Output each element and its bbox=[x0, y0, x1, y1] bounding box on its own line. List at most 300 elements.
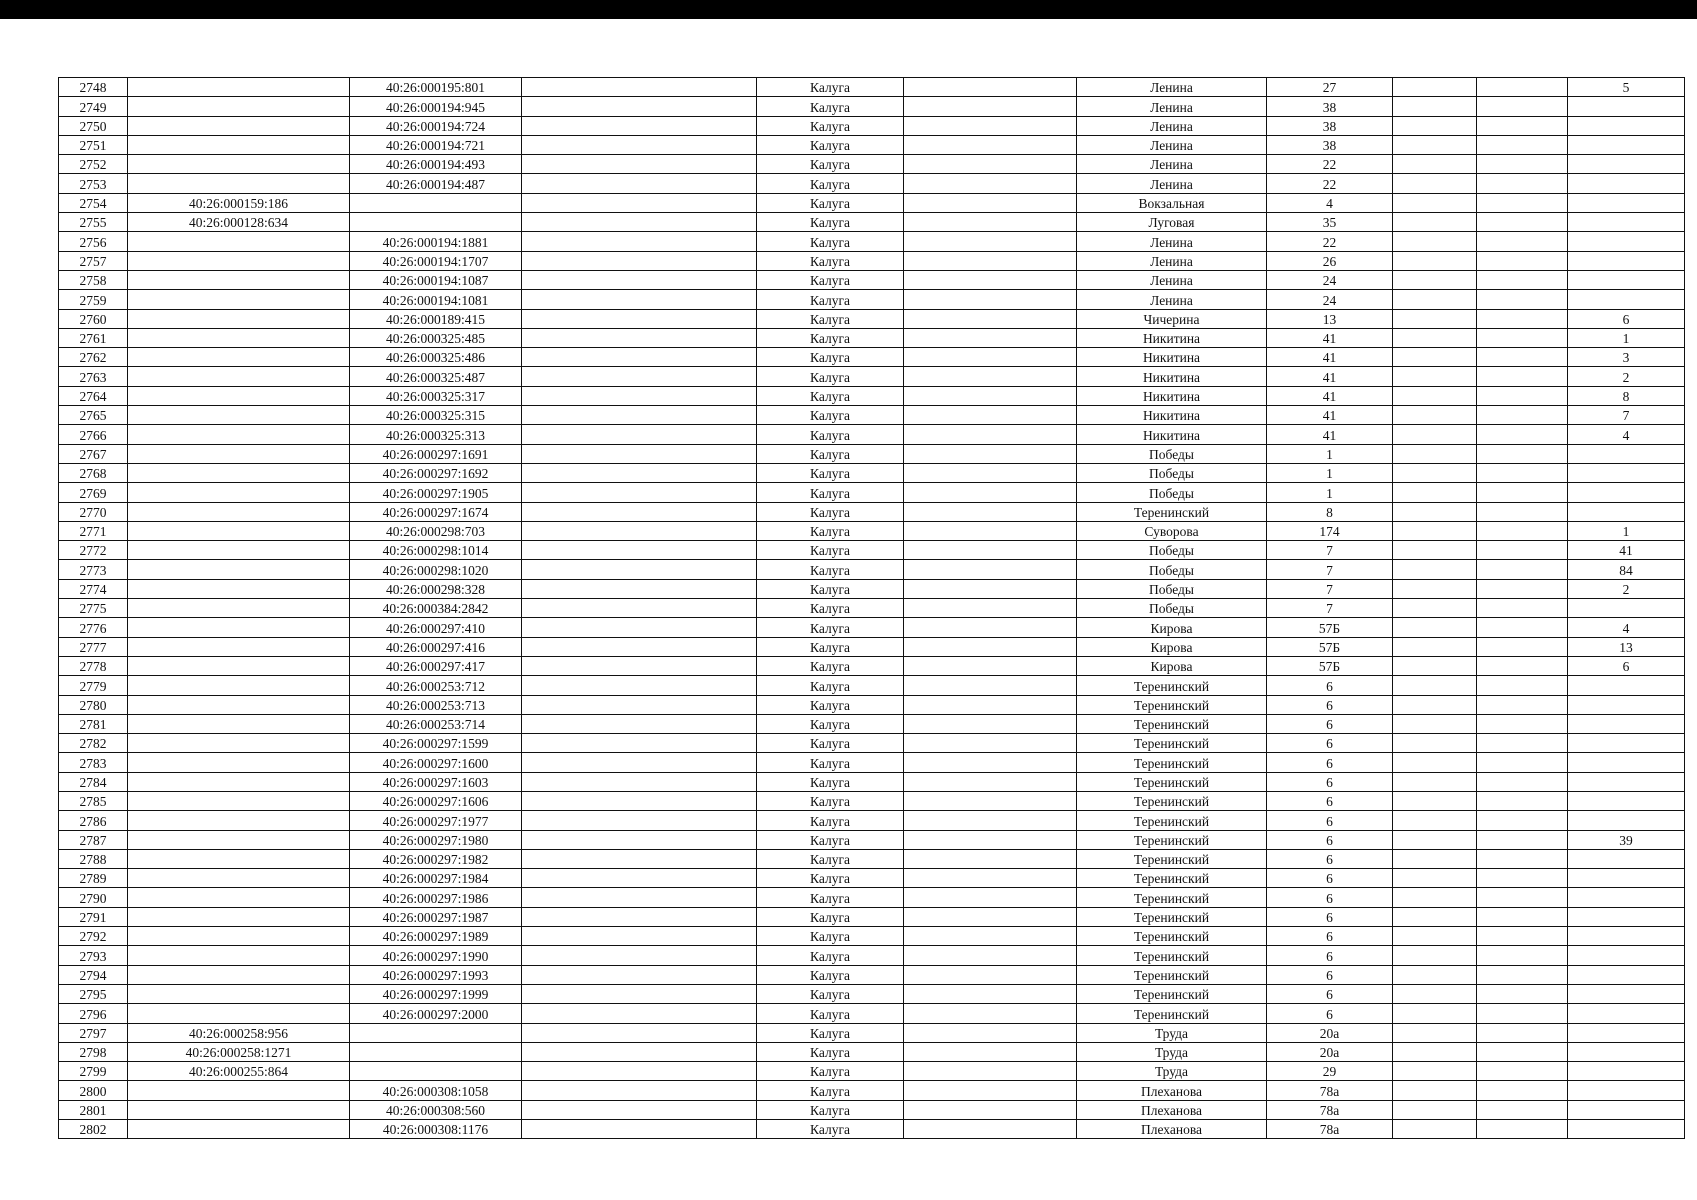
land-cadastral-number-cell bbox=[128, 116, 350, 135]
object-cadastral-number-cell: 40:26:000297:1674 bbox=[350, 502, 522, 521]
apartment-number-cell bbox=[1568, 232, 1685, 251]
street-cell: Ленина bbox=[1077, 251, 1267, 270]
apartment-number-cell bbox=[1568, 849, 1685, 868]
blank-cell bbox=[1393, 888, 1477, 907]
blank-cell bbox=[522, 116, 757, 135]
row-number-cell: 2781 bbox=[59, 714, 128, 733]
blank-cell bbox=[522, 348, 757, 367]
blank-cell bbox=[1393, 135, 1477, 154]
blank-cell bbox=[904, 232, 1077, 251]
blank-cell bbox=[904, 1081, 1077, 1100]
apartment-number-cell: 41 bbox=[1568, 541, 1685, 560]
street-cell: Теренинский bbox=[1077, 753, 1267, 772]
blank-cell bbox=[522, 1062, 757, 1081]
blank-cell bbox=[1393, 1081, 1477, 1100]
city-cell: Калуга bbox=[757, 406, 904, 425]
row-number-cell: 2748 bbox=[59, 78, 128, 97]
blank-cell bbox=[1477, 251, 1568, 270]
blank-cell bbox=[904, 1062, 1077, 1081]
house-number-cell: 41 bbox=[1267, 328, 1393, 347]
blank-cell bbox=[522, 309, 757, 328]
table-row bbox=[59, 656, 1685, 675]
street-cell: Теренинский bbox=[1077, 849, 1267, 868]
apartment-number-cell bbox=[1568, 463, 1685, 482]
blank-cell bbox=[1393, 984, 1477, 1003]
street-cell: Кирова bbox=[1077, 656, 1267, 675]
land-cadastral-number-cell bbox=[128, 1100, 350, 1119]
blank-cell bbox=[904, 290, 1077, 309]
blank-cell bbox=[522, 78, 757, 97]
table-row bbox=[59, 599, 1685, 618]
apartment-number-cell bbox=[1568, 753, 1685, 772]
row-number-cell: 2786 bbox=[59, 811, 128, 830]
land-cadastral-number-cell bbox=[128, 946, 350, 965]
city-cell: Калуга bbox=[757, 888, 904, 907]
blank-cell bbox=[1393, 637, 1477, 656]
land-cadastral-number-cell bbox=[128, 348, 350, 367]
blank-cell bbox=[522, 772, 757, 791]
blank-cell bbox=[1393, 1100, 1477, 1119]
city-cell: Калуга bbox=[757, 290, 904, 309]
blank-cell bbox=[904, 193, 1077, 212]
blank-cell bbox=[1477, 174, 1568, 193]
apartment-number-cell bbox=[1568, 502, 1685, 521]
table-row bbox=[59, 791, 1685, 810]
blank-cell bbox=[1477, 907, 1568, 926]
blank-cell bbox=[904, 888, 1077, 907]
table-row bbox=[59, 406, 1685, 425]
city-cell: Калуга bbox=[757, 676, 904, 695]
land-cadastral-number-cell bbox=[128, 637, 350, 656]
row-number-cell: 2788 bbox=[59, 849, 128, 868]
blank-cell bbox=[522, 1004, 757, 1023]
apartment-number-cell bbox=[1568, 869, 1685, 888]
blank-cell bbox=[1393, 97, 1477, 116]
city-cell: Калуга bbox=[757, 541, 904, 560]
row-number-cell: 2790 bbox=[59, 888, 128, 907]
blank-cell bbox=[1393, 521, 1477, 540]
object-cadastral-number-cell: 40:26:000297:1606 bbox=[350, 791, 522, 810]
street-cell: Ленина bbox=[1077, 232, 1267, 251]
blank-cell bbox=[904, 946, 1077, 965]
city-cell: Калуга bbox=[757, 1004, 904, 1023]
blank-cell bbox=[522, 213, 757, 232]
land-cadastral-number-cell bbox=[128, 463, 350, 482]
city-cell: Калуга bbox=[757, 560, 904, 579]
table-row bbox=[59, 97, 1685, 116]
blank-cell bbox=[522, 290, 757, 309]
city-cell: Калуга bbox=[757, 97, 904, 116]
object-cadastral-number-cell bbox=[350, 1042, 522, 1061]
city-cell: Калуга bbox=[757, 579, 904, 598]
house-number-cell: 24 bbox=[1267, 270, 1393, 289]
table-row bbox=[59, 174, 1685, 193]
apartment-number-cell: 7 bbox=[1568, 406, 1685, 425]
land-cadastral-number-cell bbox=[128, 155, 350, 174]
blank-cell bbox=[522, 656, 757, 675]
blank-cell bbox=[522, 965, 757, 984]
land-cadastral-number-cell bbox=[128, 328, 350, 347]
land-cadastral-number-cell bbox=[128, 830, 350, 849]
city-cell: Калуга bbox=[757, 251, 904, 270]
street-cell: Победы bbox=[1077, 599, 1267, 618]
blank-cell bbox=[1393, 676, 1477, 695]
row-number-cell: 2758 bbox=[59, 270, 128, 289]
row-number-cell: 2780 bbox=[59, 695, 128, 714]
object-cadastral-number-cell: 40:26:000297:1603 bbox=[350, 772, 522, 791]
blank-cell bbox=[1393, 965, 1477, 984]
street-cell: Теренинский bbox=[1077, 927, 1267, 946]
city-cell: Калуга bbox=[757, 811, 904, 830]
blank-cell bbox=[904, 135, 1077, 154]
blank-cell bbox=[522, 1023, 757, 1042]
house-number-cell: 6 bbox=[1267, 946, 1393, 965]
blank-cell bbox=[1477, 618, 1568, 637]
blank-cell bbox=[904, 927, 1077, 946]
land-cadastral-number-cell bbox=[128, 656, 350, 675]
table-row bbox=[59, 232, 1685, 251]
row-number-cell: 2789 bbox=[59, 869, 128, 888]
blank-cell bbox=[522, 714, 757, 733]
object-cadastral-number-cell: 40:26:000297:1999 bbox=[350, 984, 522, 1003]
row-number-cell: 2801 bbox=[59, 1100, 128, 1119]
blank-cell bbox=[1393, 444, 1477, 463]
object-cadastral-number-cell bbox=[350, 1023, 522, 1042]
table-row bbox=[59, 1004, 1685, 1023]
object-cadastral-number-cell: 40:26:000194:945 bbox=[350, 97, 522, 116]
apartment-number-cell bbox=[1568, 483, 1685, 502]
blank-cell bbox=[1477, 637, 1568, 656]
city-cell: Калуга bbox=[757, 502, 904, 521]
blank-cell bbox=[904, 174, 1077, 193]
house-number-cell: 20а bbox=[1267, 1042, 1393, 1061]
house-number-cell: 6 bbox=[1267, 811, 1393, 830]
street-cell: Суворова bbox=[1077, 521, 1267, 540]
street-cell: Теренинский bbox=[1077, 676, 1267, 695]
land-cadastral-number-cell bbox=[128, 965, 350, 984]
blank-cell bbox=[1393, 502, 1477, 521]
blank-cell bbox=[1393, 714, 1477, 733]
blank-cell bbox=[904, 1004, 1077, 1023]
row-number-cell: 2802 bbox=[59, 1120, 128, 1139]
street-cell: Труда bbox=[1077, 1062, 1267, 1081]
row-number-cell: 2750 bbox=[59, 116, 128, 135]
blank-cell bbox=[1393, 367, 1477, 386]
blank-cell bbox=[522, 541, 757, 560]
row-number-cell: 2754 bbox=[59, 193, 128, 212]
row-number-cell: 2777 bbox=[59, 637, 128, 656]
row-number-cell: 2778 bbox=[59, 656, 128, 675]
blank-cell bbox=[904, 984, 1077, 1003]
blank-cell bbox=[1477, 888, 1568, 907]
blank-cell bbox=[522, 135, 757, 154]
apartment-number-cell: 2 bbox=[1568, 579, 1685, 598]
table-row bbox=[59, 714, 1685, 733]
house-number-cell: 57Б bbox=[1267, 637, 1393, 656]
land-cadastral-number-cell: 40:26:000255:864 bbox=[128, 1062, 350, 1081]
row-number-cell: 2775 bbox=[59, 599, 128, 618]
blank-cell bbox=[1393, 1023, 1477, 1042]
blank-cell bbox=[1477, 869, 1568, 888]
object-cadastral-number-cell: 40:26:000297:1600 bbox=[350, 753, 522, 772]
blank-cell bbox=[1477, 290, 1568, 309]
street-cell: Труда bbox=[1077, 1042, 1267, 1061]
row-number-cell: 2766 bbox=[59, 425, 128, 444]
city-cell: Калуга bbox=[757, 116, 904, 135]
street-cell: Кирова bbox=[1077, 618, 1267, 637]
street-cell: Ленина bbox=[1077, 290, 1267, 309]
land-cadastral-number-cell bbox=[128, 734, 350, 753]
object-cadastral-number-cell: 40:26:000297:417 bbox=[350, 656, 522, 675]
row-number-cell: 2773 bbox=[59, 560, 128, 579]
land-cadastral-number-cell bbox=[128, 714, 350, 733]
row-number-cell: 2774 bbox=[59, 579, 128, 598]
street-cell: Плеханова bbox=[1077, 1081, 1267, 1100]
object-cadastral-number-cell: 40:26:000195:801 bbox=[350, 78, 522, 97]
table-row bbox=[59, 560, 1685, 579]
object-cadastral-number-cell: 40:26:000325:486 bbox=[350, 348, 522, 367]
street-cell: Теренинский bbox=[1077, 502, 1267, 521]
row-number-cell: 2755 bbox=[59, 213, 128, 232]
blank-cell bbox=[1477, 984, 1568, 1003]
object-cadastral-number-cell: 40:26:000297:1692 bbox=[350, 463, 522, 482]
city-cell: Калуга bbox=[757, 483, 904, 502]
apartment-number-cell bbox=[1568, 734, 1685, 753]
land-cadastral-number-cell bbox=[128, 984, 350, 1003]
city-cell: Калуга bbox=[757, 1062, 904, 1081]
blank-cell bbox=[904, 753, 1077, 772]
blank-cell bbox=[1477, 116, 1568, 135]
blank-cell bbox=[1477, 502, 1568, 521]
city-cell: Калуга bbox=[757, 348, 904, 367]
object-cadastral-number-cell: 40:26:000194:1081 bbox=[350, 290, 522, 309]
blank-cell bbox=[904, 676, 1077, 695]
city-cell: Калуга bbox=[757, 849, 904, 868]
table-row bbox=[59, 386, 1685, 405]
apartment-number-cell bbox=[1568, 1042, 1685, 1061]
house-number-cell: 38 bbox=[1267, 135, 1393, 154]
object-cadastral-number-cell: 40:26:000308:1058 bbox=[350, 1081, 522, 1100]
table-row bbox=[59, 772, 1685, 791]
street-cell: Теренинский bbox=[1077, 772, 1267, 791]
blank-cell bbox=[1393, 1042, 1477, 1061]
street-cell: Теренинский bbox=[1077, 907, 1267, 926]
object-cadastral-number-cell: 40:26:000297:416 bbox=[350, 637, 522, 656]
blank-cell bbox=[522, 328, 757, 347]
table-row bbox=[59, 695, 1685, 714]
blank-cell bbox=[904, 521, 1077, 540]
street-cell: Луговая bbox=[1077, 213, 1267, 232]
apartment-number-cell bbox=[1568, 270, 1685, 289]
blank-cell bbox=[904, 270, 1077, 289]
table-row bbox=[59, 425, 1685, 444]
blank-cell bbox=[1393, 907, 1477, 926]
apartment-number-cell: 39 bbox=[1568, 830, 1685, 849]
table-row bbox=[59, 734, 1685, 753]
row-number-cell: 2768 bbox=[59, 463, 128, 482]
city-cell: Калуга bbox=[757, 1120, 904, 1139]
blank-cell bbox=[1393, 78, 1477, 97]
house-number-cell: 22 bbox=[1267, 174, 1393, 193]
land-cadastral-number-cell bbox=[128, 849, 350, 868]
blank-cell bbox=[1477, 695, 1568, 714]
table-row bbox=[59, 618, 1685, 637]
land-cadastral-number-cell bbox=[128, 444, 350, 463]
blank-cell bbox=[522, 483, 757, 502]
city-cell: Калуга bbox=[757, 791, 904, 810]
blank-cell bbox=[1393, 849, 1477, 868]
city-cell: Калуга bbox=[757, 965, 904, 984]
blank-cell bbox=[1477, 463, 1568, 482]
blank-cell bbox=[904, 656, 1077, 675]
blank-cell bbox=[1477, 406, 1568, 425]
object-cadastral-number-cell: 40:26:000298:703 bbox=[350, 521, 522, 540]
house-number-cell: 174 bbox=[1267, 521, 1393, 540]
table-row bbox=[59, 309, 1685, 328]
street-cell: Победы bbox=[1077, 541, 1267, 560]
blank-cell bbox=[1393, 1120, 1477, 1139]
row-number-cell: 2798 bbox=[59, 1042, 128, 1061]
blank-cell bbox=[1477, 155, 1568, 174]
blank-cell bbox=[904, 830, 1077, 849]
object-cadastral-number-cell: 40:26:000325:317 bbox=[350, 386, 522, 405]
street-cell: Никитина bbox=[1077, 386, 1267, 405]
city-cell: Калуга bbox=[757, 309, 904, 328]
apartment-number-cell bbox=[1568, 1100, 1685, 1119]
street-cell: Победы bbox=[1077, 483, 1267, 502]
land-cadastral-number-cell bbox=[128, 521, 350, 540]
blank-cell bbox=[522, 444, 757, 463]
land-cadastral-number-cell bbox=[128, 579, 350, 598]
blank-cell bbox=[1477, 232, 1568, 251]
apartment-number-cell bbox=[1568, 251, 1685, 270]
apartment-number-cell: 1 bbox=[1568, 328, 1685, 347]
row-number-cell: 2795 bbox=[59, 984, 128, 1003]
house-number-cell: 7 bbox=[1267, 579, 1393, 598]
blank-cell bbox=[522, 270, 757, 289]
street-cell: Ленина bbox=[1077, 174, 1267, 193]
blank-cell bbox=[1477, 1004, 1568, 1023]
blank-cell bbox=[904, 386, 1077, 405]
row-number-cell: 2792 bbox=[59, 927, 128, 946]
land-cadastral-number-cell bbox=[128, 483, 350, 502]
house-number-cell: 22 bbox=[1267, 155, 1393, 174]
table-row bbox=[59, 849, 1685, 868]
blank-cell bbox=[1477, 1042, 1568, 1061]
object-cadastral-number-cell bbox=[350, 1062, 522, 1081]
blank-cell bbox=[1393, 251, 1477, 270]
blank-cell bbox=[522, 1081, 757, 1100]
land-cadastral-number-cell: 40:26:000159:186 bbox=[128, 193, 350, 212]
apartment-number-cell: 8 bbox=[1568, 386, 1685, 405]
apartment-number-cell bbox=[1568, 116, 1685, 135]
apartment-number-cell: 4 bbox=[1568, 425, 1685, 444]
table-row bbox=[59, 637, 1685, 656]
street-cell: Ленина bbox=[1077, 155, 1267, 174]
table-row bbox=[59, 869, 1685, 888]
object-cadastral-number-cell: 40:26:000325:315 bbox=[350, 406, 522, 425]
object-cadastral-number-cell bbox=[350, 193, 522, 212]
object-cadastral-number-cell: 40:26:000253:714 bbox=[350, 714, 522, 733]
row-number-cell: 2760 bbox=[59, 309, 128, 328]
street-cell: Теренинский bbox=[1077, 830, 1267, 849]
blank-cell bbox=[1477, 270, 1568, 289]
city-cell: Калуга bbox=[757, 772, 904, 791]
row-number-cell: 2765 bbox=[59, 406, 128, 425]
land-cadastral-number-cell bbox=[128, 772, 350, 791]
object-cadastral-number-cell: 40:26:000297:1905 bbox=[350, 483, 522, 502]
land-cadastral-number-cell bbox=[128, 541, 350, 560]
blank-cell bbox=[522, 849, 757, 868]
blank-cell bbox=[904, 541, 1077, 560]
blank-cell bbox=[904, 1120, 1077, 1139]
blank-cell bbox=[522, 155, 757, 174]
street-cell: Никитина bbox=[1077, 425, 1267, 444]
blank-cell bbox=[1477, 213, 1568, 232]
street-cell: Теренинский bbox=[1077, 965, 1267, 984]
house-number-cell: 20а bbox=[1267, 1023, 1393, 1042]
object-cadastral-number-cell: 40:26:000253:712 bbox=[350, 676, 522, 695]
street-cell: Теренинский bbox=[1077, 791, 1267, 810]
table-row bbox=[59, 502, 1685, 521]
object-cadastral-number-cell: 40:26:000194:721 bbox=[350, 135, 522, 154]
row-number-cell: 2756 bbox=[59, 232, 128, 251]
land-cadastral-number-cell bbox=[128, 232, 350, 251]
blank-cell bbox=[1393, 155, 1477, 174]
street-cell: Теренинский bbox=[1077, 946, 1267, 965]
registry-table bbox=[58, 77, 1685, 1139]
house-number-cell: 41 bbox=[1267, 406, 1393, 425]
street-cell: Труда bbox=[1077, 1023, 1267, 1042]
blank-cell bbox=[1477, 676, 1568, 695]
city-cell: Калуга bbox=[757, 695, 904, 714]
table-row bbox=[59, 78, 1685, 97]
city-cell: Калуга bbox=[757, 1100, 904, 1119]
street-cell: Теренинский bbox=[1077, 811, 1267, 830]
apartment-number-cell bbox=[1568, 193, 1685, 212]
apartment-number-cell bbox=[1568, 811, 1685, 830]
blank-cell bbox=[904, 772, 1077, 791]
table-row bbox=[59, 290, 1685, 309]
row-number-cell: 2787 bbox=[59, 830, 128, 849]
city-cell: Калуга bbox=[757, 714, 904, 733]
city-cell: Калуга bbox=[757, 425, 904, 444]
blank-cell bbox=[522, 521, 757, 540]
blank-cell bbox=[904, 309, 1077, 328]
blank-cell bbox=[904, 78, 1077, 97]
row-number-cell: 2799 bbox=[59, 1062, 128, 1081]
blank-cell bbox=[1393, 830, 1477, 849]
house-number-cell: 38 bbox=[1267, 97, 1393, 116]
street-cell: Ленина bbox=[1077, 270, 1267, 289]
table-row bbox=[59, 348, 1685, 367]
land-cadastral-number-cell: 40:26:000258:956 bbox=[128, 1023, 350, 1042]
blank-cell bbox=[904, 502, 1077, 521]
apartment-number-cell: 6 bbox=[1568, 309, 1685, 328]
row-number-cell: 2770 bbox=[59, 502, 128, 521]
land-cadastral-number-cell bbox=[128, 927, 350, 946]
blank-cell bbox=[522, 927, 757, 946]
house-number-cell: 6 bbox=[1267, 888, 1393, 907]
blank-cell bbox=[904, 579, 1077, 598]
blank-cell bbox=[1393, 811, 1477, 830]
street-cell: Плеханова bbox=[1077, 1100, 1267, 1119]
city-cell: Калуга bbox=[757, 869, 904, 888]
street-cell: Теренинский bbox=[1077, 869, 1267, 888]
blank-cell bbox=[904, 116, 1077, 135]
blank-cell bbox=[1477, 965, 1568, 984]
table-row bbox=[59, 193, 1685, 212]
